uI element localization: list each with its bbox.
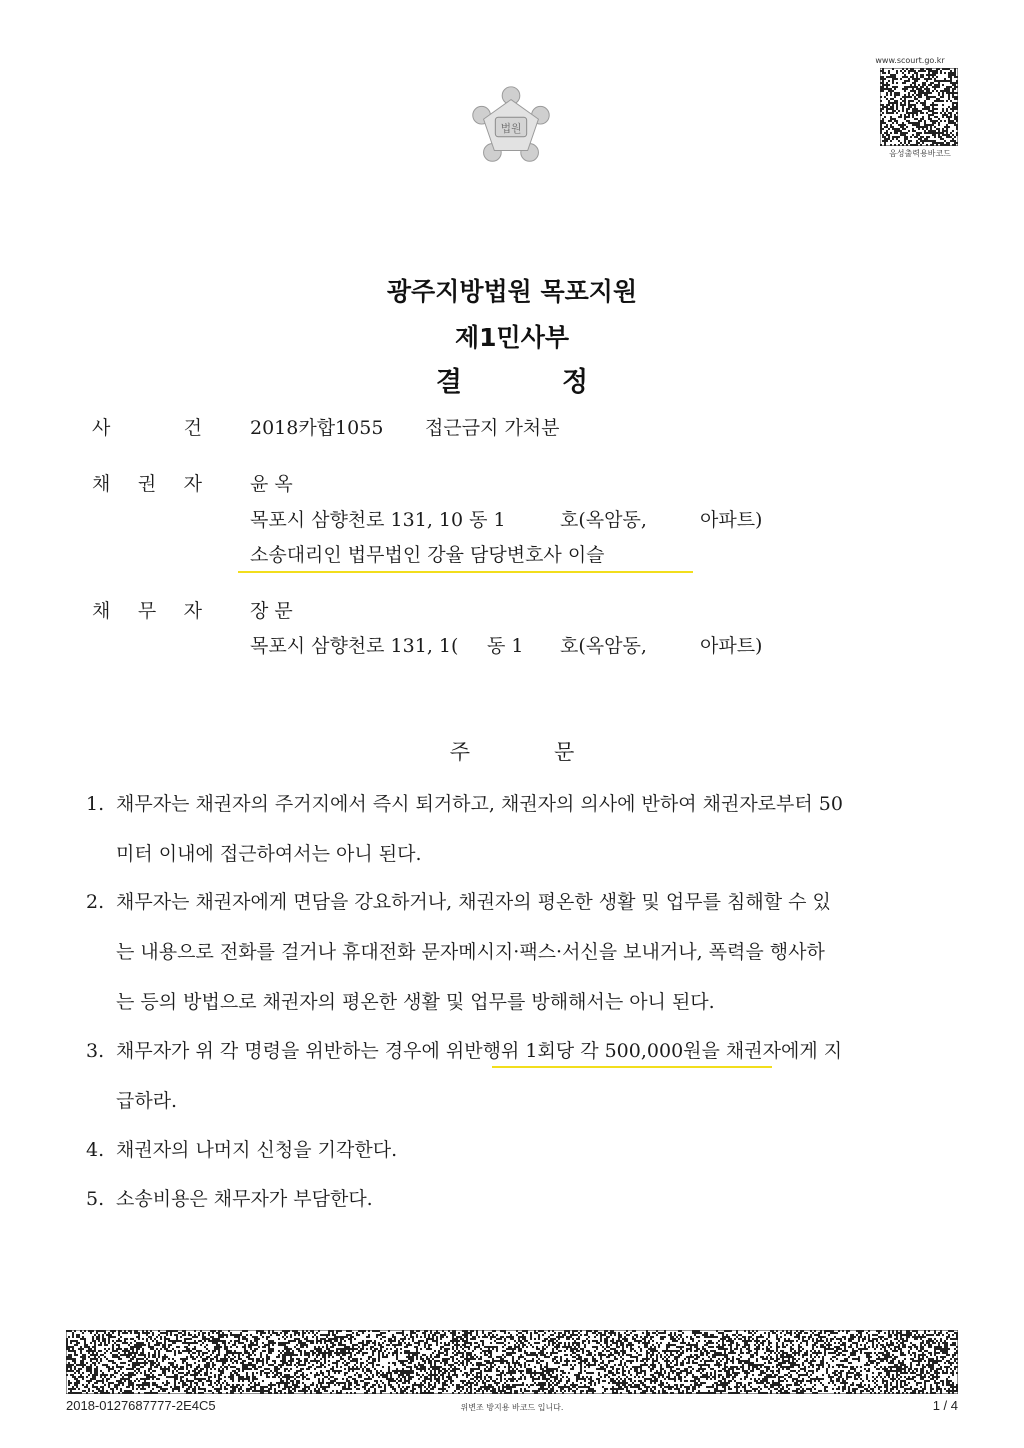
order-item-1: 1. 채무자는 채권자의 주거지에서 즉시 퇴거하고, 채권자의 의사에 반하여 채권자로부터 50 미터 이내에 접근하여서는 아니 된다. xyxy=(86,793,843,865)
order-heading: 주 문 xyxy=(449,740,575,764)
creditor-representative: 소송대리인 법무법인 강율 담당변호사 이슬 xyxy=(250,544,605,566)
title-char: 정 xyxy=(562,367,589,398)
debtor-name: 장 문 xyxy=(250,600,293,622)
anti-forgery-barcode xyxy=(66,1330,958,1394)
document-id: 2018-0127687777-2E4C5 xyxy=(66,1398,216,1413)
debtor-address: 목포시 삼향천로 131, 1( xyxy=(250,635,459,657)
order-item-4: 4. 채권자의 나머지 신청을 기각한다. xyxy=(86,1139,398,1161)
debtor-label: 채 무 자 xyxy=(92,600,202,622)
qr-caption: 음성출력용바코드 xyxy=(889,149,951,158)
case-number: 2018카합1055 xyxy=(250,417,384,439)
creditor-name: 윤 옥 xyxy=(250,473,293,495)
order-item-2: 2. 채무자는 채권자에게 면담을 강요하거나, 채권자의 평온한 생활 및 업무를 침해할 수 있 는 내용으로 전화를 걸거나 휴대전화 문자메시지·팩스·서신을 보내거나, 폭력을 행사하 는 등의 방법으로 채권자의 평온한 생활 및 업무를 방해해서는 아니 된다. xyxy=(86,891,831,1013)
order-item-5: 5. 소송비용은 채무자가 부담한다. xyxy=(86,1188,373,1210)
document-title xyxy=(0,360,1024,399)
debtor-address-building: 동 1 xyxy=(487,635,524,657)
debtor-address-apt: 아파트) xyxy=(700,635,763,657)
highlight-underline xyxy=(492,1066,772,1068)
order-item-3: 3. 채무자가 위 각 명령을 위반하는 경우에 위반행위 1회당 각 500,000원을 채권자에게 지 급하라. xyxy=(86,1040,843,1112)
title-char: 결 xyxy=(435,367,462,398)
debtor-address-unit: 호(옥암동, xyxy=(560,635,647,657)
page-number: 1 / 4 xyxy=(932,1398,958,1413)
highlight-underline xyxy=(238,571,693,573)
qr-url: www.scourt.go.kr xyxy=(875,56,945,65)
creditor-address-unit: 호(옥암동, xyxy=(560,509,647,531)
creditor-address-apt: 아파트) xyxy=(700,509,763,531)
creditor-label: 채 권 자 xyxy=(92,473,202,495)
case-name: 접근금지 가처분 xyxy=(425,417,560,439)
division-name: 제1민사부 xyxy=(455,323,569,352)
voice-output-qr-code xyxy=(880,68,958,146)
barcode-notice: 위변조 방지용 바코드 입니다. xyxy=(460,1403,564,1412)
svg-text:법원: 법원 xyxy=(500,121,522,135)
case-label: 사 건 xyxy=(92,417,202,439)
court-name: 광주지방법원 목포지원 xyxy=(386,277,638,306)
court-emblem-icon xyxy=(462,78,560,176)
creditor-address: 목포시 삼향천로 131, 10 동 1 xyxy=(250,509,506,531)
